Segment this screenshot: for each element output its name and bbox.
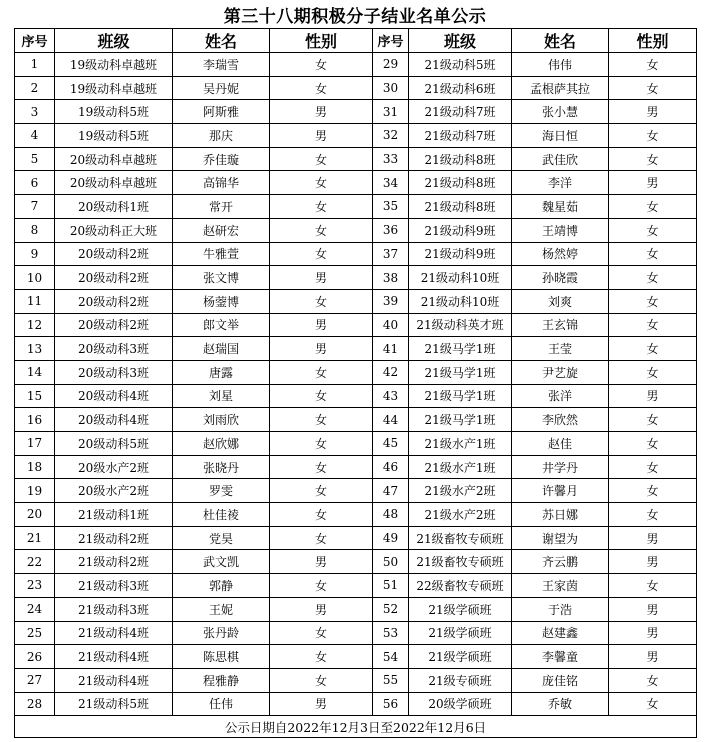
left-seq-cell: 3 — [15, 100, 55, 124]
right-class-cell: 21级动科8班 — [409, 171, 512, 195]
left-class-cell: 20级动科卓越班 — [55, 171, 173, 195]
left-gender-cell: 男 — [270, 266, 373, 290]
left-gender-cell: 女 — [270, 147, 373, 171]
right-gender-cell: 男 — [609, 100, 697, 124]
left-gender-cell: 男 — [270, 100, 373, 124]
table-row — [15, 550, 697, 574]
left-class-cell: 21级动科5班 — [55, 692, 173, 716]
left-name-cell: 罗雯 — [173, 479, 270, 503]
roster-body — [15, 53, 697, 716]
table-row — [15, 645, 697, 669]
right-class-cell: 22级畜牧专硕班 — [409, 574, 512, 598]
right-seq-cell: 44 — [373, 408, 409, 432]
right-name-cell: 赵建鑫 — [512, 621, 609, 645]
right-seq-cell: 38 — [373, 266, 409, 290]
right-class-cell: 21级动科6班 — [409, 76, 512, 100]
right-gender-cell: 男 — [609, 621, 697, 645]
right-name-cell: 苏日娜 — [512, 503, 609, 527]
right-class-cell: 21级马学1班 — [409, 384, 512, 408]
left-gender-cell: 女 — [270, 53, 373, 77]
right-name-cell: 李欣然 — [512, 408, 609, 432]
left-class-cell: 20级动科卓越班 — [55, 147, 173, 171]
left-seq-cell: 8 — [15, 218, 55, 242]
left-name-cell: 张文博 — [173, 266, 270, 290]
left-name-cell: 张晓丹 — [173, 455, 270, 479]
left-name-cell: 程雅静 — [173, 668, 270, 692]
right-seq-cell: 49 — [373, 526, 409, 550]
right-name-cell: 庞佳铭 — [512, 668, 609, 692]
left-class-cell: 21级动科3班 — [55, 574, 173, 598]
left-gender-cell: 男 — [270, 550, 373, 574]
left-class-cell: 20级动科4班 — [55, 408, 173, 432]
right-seq-cell: 39 — [373, 289, 409, 313]
table-row — [15, 621, 697, 645]
right-name-cell: 李洋 — [512, 171, 609, 195]
left-class-cell: 20级动科1班 — [55, 195, 173, 219]
left-gender-cell: 女 — [270, 668, 373, 692]
right-seq-cell: 43 — [373, 384, 409, 408]
right-gender-cell: 女 — [609, 76, 697, 100]
left-name-cell: 那庆 — [173, 124, 270, 148]
table-row — [15, 668, 697, 692]
left-gender-cell: 男 — [270, 313, 373, 337]
right-seq-cell: 37 — [373, 242, 409, 266]
right-seq-cell: 52 — [373, 597, 409, 621]
right-seq-cell: 31 — [373, 100, 409, 124]
right-class-cell: 21级动科英才班 — [409, 313, 512, 337]
right-gender-cell: 女 — [609, 124, 697, 148]
left-class-cell: 19级动科5班 — [55, 124, 173, 148]
right-gender-cell: 男 — [609, 550, 697, 574]
right-gender-cell: 女 — [609, 195, 697, 219]
right-seq-cell: 47 — [373, 479, 409, 503]
right-class-cell: 21级动科9班 — [409, 242, 512, 266]
right-name-cell: 杨然婷 — [512, 242, 609, 266]
left-gender-cell: 女 — [270, 195, 373, 219]
table-row — [15, 53, 697, 77]
left-class-cell: 20级动科3班 — [55, 337, 173, 361]
left-name-cell: 赵瑞国 — [173, 337, 270, 361]
right-seq-cell: 33 — [373, 147, 409, 171]
right-name-cell: 赵佳 — [512, 432, 609, 456]
left-name-cell: 牛雅萱 — [173, 242, 270, 266]
right-name-cell: 许馨月 — [512, 479, 609, 503]
right-gender-cell: 女 — [609, 242, 697, 266]
right-name-cell: 孙晓霞 — [512, 266, 609, 290]
right-gender-cell: 女 — [609, 408, 697, 432]
table-row — [15, 124, 697, 148]
left-gender-cell: 女 — [270, 408, 373, 432]
table-row — [15, 76, 697, 100]
left-class-cell: 20级动科正大班 — [55, 218, 173, 242]
right-name-cell: 张洋 — [512, 384, 609, 408]
left-name-cell: 杨蓥博 — [173, 289, 270, 313]
left-class-cell: 21级动科4班 — [55, 668, 173, 692]
right-class-cell: 21级动科10班 — [409, 289, 512, 313]
left-name-cell: 王妮 — [173, 597, 270, 621]
table-row — [15, 597, 697, 621]
document-title: 第三十八期积极分子结业名单公示 — [223, 7, 487, 27]
right-gender-cell: 女 — [609, 53, 697, 77]
left-seq-cell: 27 — [15, 668, 55, 692]
right-gender-cell: 男 — [609, 384, 697, 408]
left-class-cell: 20级动科3班 — [55, 360, 173, 384]
left-gender-cell: 女 — [270, 171, 373, 195]
left-seq-cell: 15 — [15, 384, 55, 408]
left-class-cell: 19级动科5班 — [55, 100, 173, 124]
right-name-cell: 刘爽 — [512, 289, 609, 313]
left-class-cell: 20级水产2班 — [55, 455, 173, 479]
left-seq-cell: 2 — [15, 76, 55, 100]
table-row — [15, 479, 697, 503]
right-name-cell: 张小慧 — [512, 100, 609, 124]
table-row — [15, 313, 697, 337]
right-seq-cell: 46 — [373, 455, 409, 479]
right-seq-cell: 42 — [373, 360, 409, 384]
table-row — [15, 171, 697, 195]
right-seq-cell: 56 — [373, 692, 409, 716]
right-name-cell: 于浩 — [512, 597, 609, 621]
table-row — [15, 408, 697, 432]
left-seq-cell: 26 — [15, 645, 55, 669]
right-class-cell: 21级水产2班 — [409, 503, 512, 527]
footer-row — [15, 716, 697, 738]
left-name-cell: 阿斯雅 — [173, 100, 270, 124]
table-row — [15, 432, 697, 456]
table-row — [15, 455, 697, 479]
right-name-cell: 伟伟 — [512, 53, 609, 77]
table-row — [15, 100, 697, 124]
table-row — [15, 360, 697, 384]
left-seq-cell: 1 — [15, 53, 55, 77]
right-seq-cell: 36 — [373, 218, 409, 242]
left-class-cell: 20级水产2班 — [55, 479, 173, 503]
left-gender-cell: 女 — [270, 432, 373, 456]
right-name-cell: 王靖博 — [512, 218, 609, 242]
table-row — [15, 526, 697, 550]
left-name-cell: 唐露 — [173, 360, 270, 384]
left-seq-cell: 23 — [15, 574, 55, 598]
left-class-cell: 19级动科卓越班 — [55, 53, 173, 77]
left-name-cell: 刘雨欣 — [173, 408, 270, 432]
table-row — [15, 195, 697, 219]
right-seq-cell: 50 — [373, 550, 409, 574]
left-seq-cell: 6 — [15, 171, 55, 195]
right-class-cell: 21级畜牧专硕班 — [409, 550, 512, 574]
header-row — [15, 29, 697, 53]
left-class-cell: 21级动科4班 — [55, 645, 173, 669]
publicity-date-note: 公示日期自2022年12月3日至2022年12月6日 — [15, 716, 697, 738]
right-class-cell: 21级学硕班 — [409, 645, 512, 669]
left-seq-cell: 13 — [15, 337, 55, 361]
right-gender-cell: 女 — [609, 668, 697, 692]
left-name-cell: 刘星 — [173, 384, 270, 408]
left-seq-cell: 28 — [15, 692, 55, 716]
left-gender-cell: 男 — [270, 337, 373, 361]
right-name-cell: 乔敏 — [512, 692, 609, 716]
left-name-cell: 李瑞雪 — [173, 53, 270, 77]
right-gender-cell: 女 — [609, 432, 697, 456]
right-seq-cell: 51 — [373, 574, 409, 598]
left-seq-cell: 12 — [15, 313, 55, 337]
header-name-left: 姓名 — [173, 29, 270, 53]
left-class-cell: 20级动科2班 — [55, 289, 173, 313]
header-seq-right: 序号 — [373, 29, 409, 53]
left-seq-cell: 20 — [15, 503, 55, 527]
left-class-cell: 21级动科3班 — [55, 597, 173, 621]
right-gender-cell: 男 — [609, 171, 697, 195]
right-name-cell: 王家茵 — [512, 574, 609, 598]
right-name-cell: 孟根萨其拉 — [512, 76, 609, 100]
right-seq-cell: 55 — [373, 668, 409, 692]
left-seq-cell: 5 — [15, 147, 55, 171]
right-seq-cell: 45 — [373, 432, 409, 456]
right-class-cell: 21级动科7班 — [409, 124, 512, 148]
header-gender-left: 性别 — [270, 29, 373, 53]
right-class-cell: 21级动科5班 — [409, 53, 512, 77]
table-row — [15, 574, 697, 598]
right-gender-cell: 女 — [609, 266, 697, 290]
left-class-cell: 20级动科2班 — [55, 242, 173, 266]
left-seq-cell: 21 — [15, 526, 55, 550]
right-gender-cell: 女 — [609, 147, 697, 171]
left-gender-cell: 女 — [270, 242, 373, 266]
right-class-cell: 21级马学1班 — [409, 360, 512, 384]
right-name-cell: 尹艺旋 — [512, 360, 609, 384]
right-name-cell: 武佳欣 — [512, 147, 609, 171]
right-class-cell: 21级学硕班 — [409, 621, 512, 645]
right-class-cell: 21级水产2班 — [409, 479, 512, 503]
left-name-cell: 常开 — [173, 195, 270, 219]
left-seq-cell: 16 — [15, 408, 55, 432]
left-seq-cell: 18 — [15, 455, 55, 479]
left-name-cell: 郎文举 — [173, 313, 270, 337]
left-seq-cell: 4 — [15, 124, 55, 148]
right-name-cell: 王莹 — [512, 337, 609, 361]
left-gender-cell: 男 — [270, 692, 373, 716]
left-gender-cell: 女 — [270, 289, 373, 313]
right-class-cell: 21级动科10班 — [409, 266, 512, 290]
table-row — [15, 218, 697, 242]
table-row — [15, 692, 697, 716]
right-name-cell: 王玄锦 — [512, 313, 609, 337]
right-class-cell: 21级马学1班 — [409, 408, 512, 432]
table-row — [15, 147, 697, 171]
right-seq-cell: 35 — [373, 195, 409, 219]
table-row — [15, 337, 697, 361]
right-seq-cell: 54 — [373, 645, 409, 669]
left-class-cell: 20级动科4班 — [55, 384, 173, 408]
right-name-cell: 谢望为 — [512, 526, 609, 550]
left-name-cell: 赵研宏 — [173, 218, 270, 242]
left-gender-cell: 女 — [270, 384, 373, 408]
left-seq-cell: 9 — [15, 242, 55, 266]
header-name-right: 姓名 — [512, 29, 609, 53]
left-name-cell: 吴丹妮 — [173, 76, 270, 100]
left-class-cell: 20级动科5班 — [55, 432, 173, 456]
right-seq-cell: 30 — [373, 76, 409, 100]
right-class-cell: 21级动科9班 — [409, 218, 512, 242]
left-class-cell: 19级动科卓越班 — [55, 76, 173, 100]
right-seq-cell: 53 — [373, 621, 409, 645]
right-name-cell: 魏星茹 — [512, 195, 609, 219]
left-seq-cell: 10 — [15, 266, 55, 290]
left-name-cell: 赵欣娜 — [173, 432, 270, 456]
right-class-cell: 21级动科7班 — [409, 100, 512, 124]
right-gender-cell: 女 — [609, 289, 697, 313]
left-name-cell: 高锦华 — [173, 171, 270, 195]
left-gender-cell: 男 — [270, 597, 373, 621]
right-class-cell: 21级畜牧专硕班 — [409, 526, 512, 550]
right-class-cell: 21级动科8班 — [409, 195, 512, 219]
header-class-left: 班级 — [55, 29, 173, 53]
right-class-cell: 20级学硕班 — [409, 692, 512, 716]
right-gender-cell: 女 — [609, 479, 697, 503]
left-gender-cell: 女 — [270, 645, 373, 669]
right-gender-cell: 男 — [609, 645, 697, 669]
right-gender-cell: 男 — [609, 526, 697, 550]
left-gender-cell: 女 — [270, 218, 373, 242]
left-name-cell: 郭静 — [173, 574, 270, 598]
left-class-cell: 21级动科1班 — [55, 503, 173, 527]
left-seq-cell: 24 — [15, 597, 55, 621]
left-gender-cell: 女 — [270, 503, 373, 527]
left-name-cell: 陈思棋 — [173, 645, 270, 669]
right-seq-cell: 32 — [373, 124, 409, 148]
right-name-cell: 李馨童 — [512, 645, 609, 669]
left-gender-cell: 女 — [270, 479, 373, 503]
right-class-cell: 21级水产1班 — [409, 455, 512, 479]
left-gender-cell: 女 — [270, 360, 373, 384]
right-class-cell: 21级马学1班 — [409, 337, 512, 361]
header-class-right: 班级 — [409, 29, 512, 53]
header-seq-left: 序号 — [15, 29, 55, 53]
right-gender-cell: 女 — [609, 313, 697, 337]
right-seq-cell: 40 — [373, 313, 409, 337]
right-name-cell: 齐云鹏 — [512, 550, 609, 574]
left-name-cell: 武文凯 — [173, 550, 270, 574]
table-row — [15, 242, 697, 266]
left-name-cell: 杜佳祾 — [173, 503, 270, 527]
left-seq-cell: 22 — [15, 550, 55, 574]
left-seq-cell: 11 — [15, 289, 55, 313]
right-gender-cell: 女 — [609, 218, 697, 242]
left-name-cell: 乔佳璇 — [173, 147, 270, 171]
left-name-cell: 任伟 — [173, 692, 270, 716]
right-gender-cell: 女 — [609, 337, 697, 361]
left-seq-cell: 7 — [15, 195, 55, 219]
left-gender-cell: 女 — [270, 526, 373, 550]
right-class-cell: 21级专硕班 — [409, 668, 512, 692]
right-seq-cell: 29 — [373, 53, 409, 77]
right-gender-cell: 女 — [609, 574, 697, 598]
header-gender-right: 性别 — [609, 29, 697, 53]
left-class-cell: 21级动科4班 — [55, 621, 173, 645]
right-class-cell: 21级水产1班 — [409, 432, 512, 456]
right-gender-cell: 女 — [609, 692, 697, 716]
right-class-cell: 21级学硕班 — [409, 597, 512, 621]
table-row — [15, 503, 697, 527]
left-class-cell: 20级动科2班 — [55, 313, 173, 337]
right-class-cell: 21级动科8班 — [409, 147, 512, 171]
roster-sheet — [14, 6, 696, 738]
left-gender-cell: 男 — [270, 124, 373, 148]
right-seq-cell: 41 — [373, 337, 409, 361]
right-name-cell: 海日恒 — [512, 124, 609, 148]
left-class-cell: 20级动科2班 — [55, 266, 173, 290]
table-row — [15, 289, 697, 313]
left-name-cell: 党昊 — [173, 526, 270, 550]
left-class-cell: 21级动科2班 — [55, 550, 173, 574]
right-gender-cell: 女 — [609, 360, 697, 384]
right-gender-cell: 女 — [609, 455, 697, 479]
left-seq-cell: 25 — [15, 621, 55, 645]
left-gender-cell: 女 — [270, 574, 373, 598]
left-gender-cell: 女 — [270, 455, 373, 479]
table-row — [15, 266, 697, 290]
right-gender-cell: 男 — [609, 597, 697, 621]
right-name-cell: 井学丹 — [512, 455, 609, 479]
left-name-cell: 张丹龄 — [173, 621, 270, 645]
left-seq-cell: 19 — [15, 479, 55, 503]
left-seq-cell: 17 — [15, 432, 55, 456]
left-gender-cell: 女 — [270, 621, 373, 645]
table-row — [15, 384, 697, 408]
left-gender-cell: 女 — [270, 76, 373, 100]
right-seq-cell: 48 — [373, 503, 409, 527]
right-gender-cell: 女 — [609, 503, 697, 527]
left-seq-cell: 14 — [15, 360, 55, 384]
roster-table — [14, 28, 697, 738]
right-seq-cell: 34 — [373, 171, 409, 195]
left-class-cell: 21级动科2班 — [55, 526, 173, 550]
